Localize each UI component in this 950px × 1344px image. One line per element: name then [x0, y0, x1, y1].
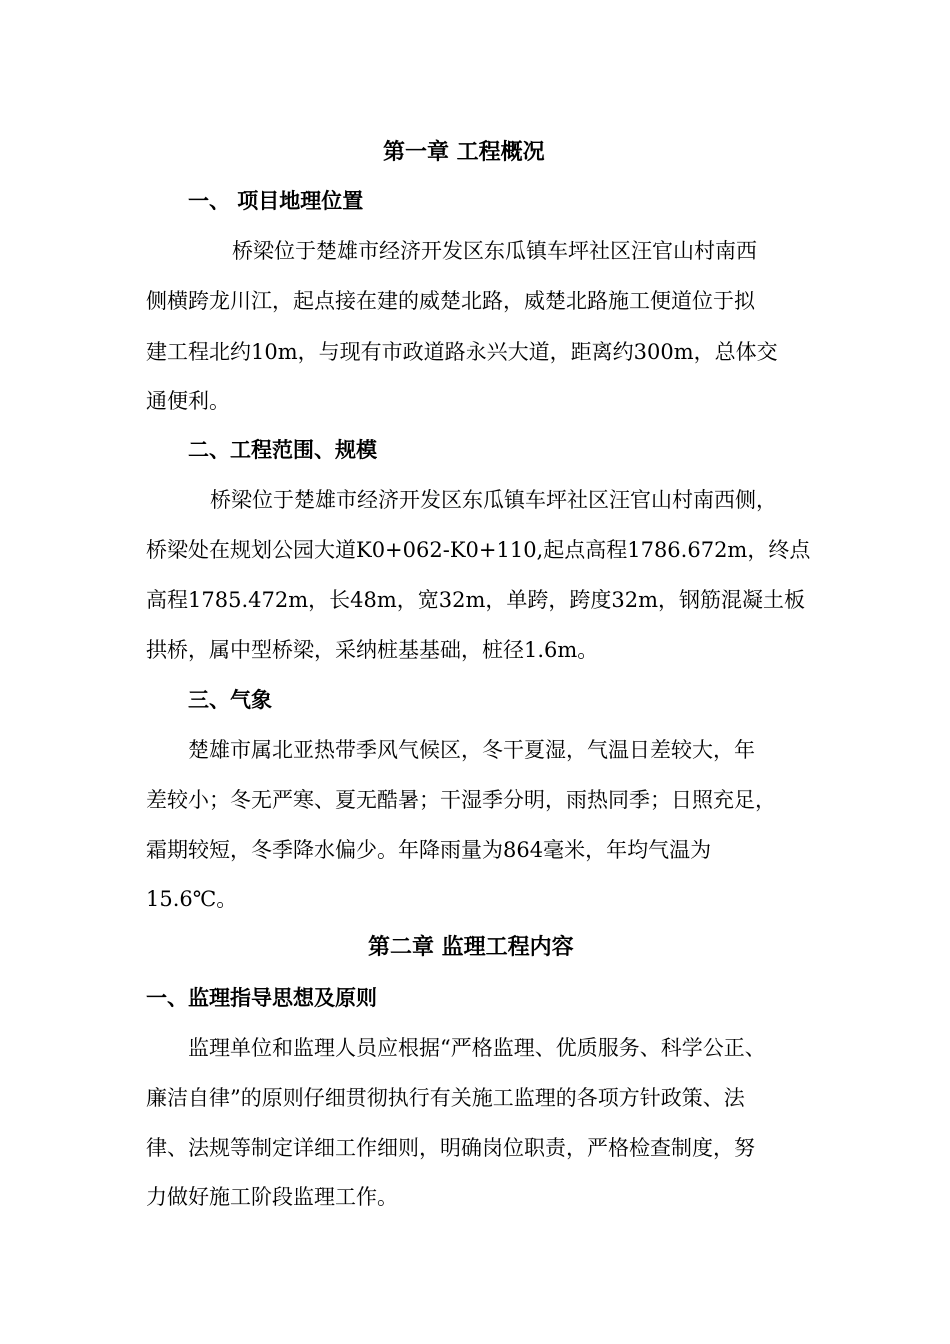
chapter-1-title: 第一章 工程概况 — [383, 140, 545, 165]
paragraph-line: 律、法规等制定详细工作细则，明确岗位职责，严格检查制度，努 — [146, 1136, 755, 1160]
paragraph-line: 高程1785.472m，长48m，宽32m，单跨，跨度32m，钢筋混凝土板 — [146, 588, 806, 612]
paragraph-line: 通便利。 — [146, 389, 230, 413]
paragraph-line: 楚雄市属北亚热带季风气候区，冬干夏湿，气温日差较大，年 — [188, 738, 755, 762]
paragraph-line: 桥梁位于楚雄市经济开发区东瓜镇车坪社区汪官山村南西侧， — [210, 488, 777, 512]
paragraph-line: 差较小；冬无严寒、夏无酷暑；干湿季分明，雨热同季；日照充足， — [146, 788, 776, 812]
paragraph-line: 15.6℃。 — [146, 887, 238, 911]
section-heading-scope: 二、工程范围、规模 — [188, 438, 377, 462]
section-heading-principles: 一、监理指导思想及原则 — [146, 986, 377, 1010]
paragraph-line: 廉洁自律”的原则仔细贯彻执行有关施工监理的各项方针政策、法 — [146, 1086, 745, 1110]
paragraph-line: 拱桥，属中型桥梁，采纳桩基基础，桩径1.6m。 — [146, 638, 599, 662]
paragraph-line: 霜期较短，冬季降水偏少。年降雨量为864毫米，年均气温为 — [146, 838, 712, 862]
paragraph-line: 监理单位和监理人员应根据“严格监理、优质服务、科学公正、 — [188, 1036, 766, 1060]
section-heading-location: 一、 项目地理位置 — [188, 189, 364, 213]
chapter-2-title: 第二章 监理工程内容 — [368, 935, 574, 960]
paragraph-line: 力做好施工阶段监理工作。 — [146, 1185, 398, 1209]
section-heading-climate: 三、气象 — [188, 688, 272, 712]
paragraph-line: 桥梁处在规划公园大道K0+062-K0+110,起点高程1786.672m，终点 — [146, 538, 811, 562]
paragraph-line: 建工程北约10m，与现有市政道路永兴大道，距离约300m，总体交 — [146, 340, 778, 364]
paragraph-line: 侧横跨龙川江，起点接在建的威楚北路，威楚北路施工便道位于拟 — [146, 289, 755, 313]
paragraph-line: 桥梁位于楚雄市经济开发区东瓜镇车坪社区汪官山村南西 — [232, 239, 757, 263]
